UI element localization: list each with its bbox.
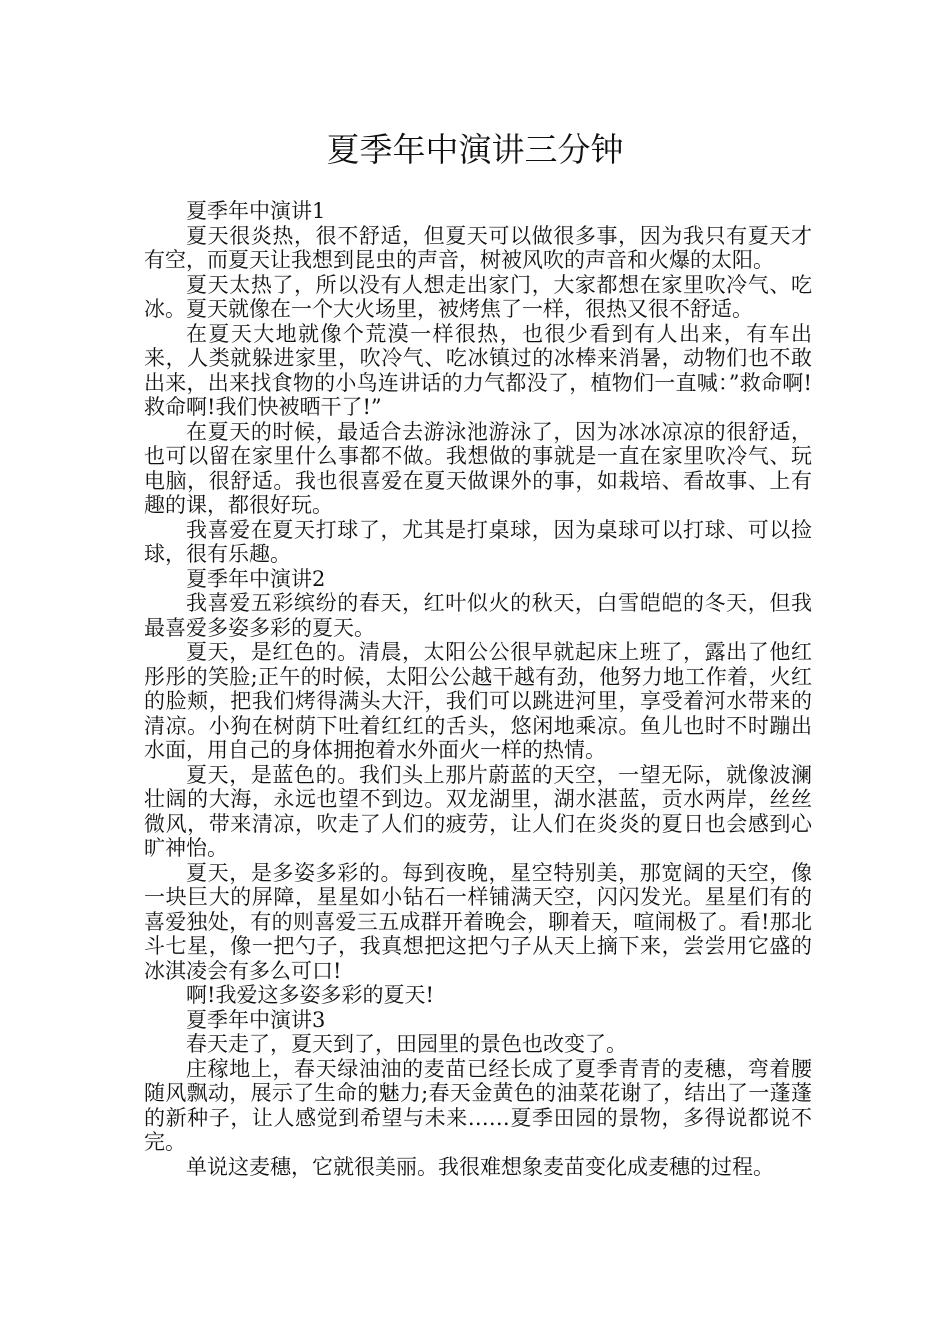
paragraph: 在夏天的时候，最适合去游泳池游泳了，因为冰冰凉凉的很舒适，也可以留在家里什么事都不做。我想做的事就是一直在家里吹冷气、玩电脑，很舒适。我也很喜爱在夏天做课外的事，如栽培、看故事、上有趣的课，都很好玩。 [144, 419, 812, 517]
paragraph: 单说这麦穗，它就很美丽。我很难想象麦苗变化成麦穗的过程。 [186, 1154, 774, 1179]
paragraph: 夏天，是蓝色的。我们头上那片蔚蓝的天空，一望无际，就像波澜壮阔的大海，永远也望不到边。双龙湖里，湖水湛蓝，贡水两岸，丝丝微风，带来清凉，吹走了人们的疲劳，让人们在炎炎的夏日也会感到心旷神怡。 [144, 762, 812, 860]
paragraph: 在夏天大地就像个荒漠一样很热，也很少看到有人出来，有车出来，人类就躲进家里，吹冷气、吃冰镇过的冰棒来消暑，动物们也不敢出来，出来找食物的小鸟连讲话的力气都没了，植物们一直喊：”救命啊!救命啊!我们快被晒干了!” [144, 321, 812, 419]
paragraph: 夏天，是多姿多彩的。每到夜晚，星空特别美，那宽阔的天空，像一块巨大的屏障，星星如小钻石一样铺满天空，闪闪发光。星星们有的喜爱独处，有的则喜爱三五成群开着晚会，聊着天，喧闹极了。看!那北斗七星，像一把勺子，我真想把这把勺子从天上摘下来，尝尝用它盛的冰淇凌会有多么可口! [144, 860, 812, 983]
paragraph: 夏天很炎热，很不舒适，但夏天可以做很多事，因为我只有夏天才有空，而夏天让我想到昆虫的声音，树被风吹的声音和火爆的太阳。 [144, 223, 812, 272]
paragraph: 我喜爱五彩缤纷的春天，红叶似火的秋天，白雪皑皑的冬天，但我最喜爱多姿多彩的夏天。 [144, 591, 812, 640]
section-heading-1: 夏季年中演讲1 [186, 199, 326, 223]
paragraph: 夏天太热了，所以没有人想走出家门，大家都想在家里吹冷气、吃冰。夏天就像在一个大火场里，被烤焦了一样，很热又很不舒适。 [144, 272, 812, 321]
document-title: 夏季年中演讲三分钟 [326, 130, 624, 169]
paragraph: 春天走了，夏天到了，田园里的景色也改变了。 [186, 1032, 627, 1056]
section-heading-2: 夏季年中演讲2 [186, 566, 326, 591]
paragraph: 啊!我爱这多姿多彩的夏天! [186, 983, 434, 1007]
section-heading-3: 夏季年中演讲3 [186, 1007, 326, 1032]
paragraph: 我喜爱在夏天打球了，尤其是打桌球，因为桌球可以打球、可以捡球，很有乐趣。 [144, 517, 812, 566]
paragraph: 庄稼地上，春天绿油油的麦苗已经长成了夏季青青的麦穗，弯着腰随风飘动，展示了生命的魅力;春天金黄色的油菜花谢了，结出了一蓬蓬的新种子，让人感觉到希望与未来……夏季田园的景物，多得说都说不完。 [144, 1056, 812, 1154]
document-body [144, 199, 812, 1179]
paragraph: 夏天，是红色的。清晨，太阳公公很早就起床上班了，露出了他红彤彤的笑脸;正午的时候，太阳公公越干越有劲，他努力地工作着，火红的脸颊，把我们烤得满头大汗，我们可以跳进河里，享受着河水带来的清凉。小狗在树荫下吐着红红的舌头，悠闲地乘凉。鱼儿也时不时蹦出水面，用自己的身体拥抱着水外面火一样的热情。 [144, 640, 812, 762]
